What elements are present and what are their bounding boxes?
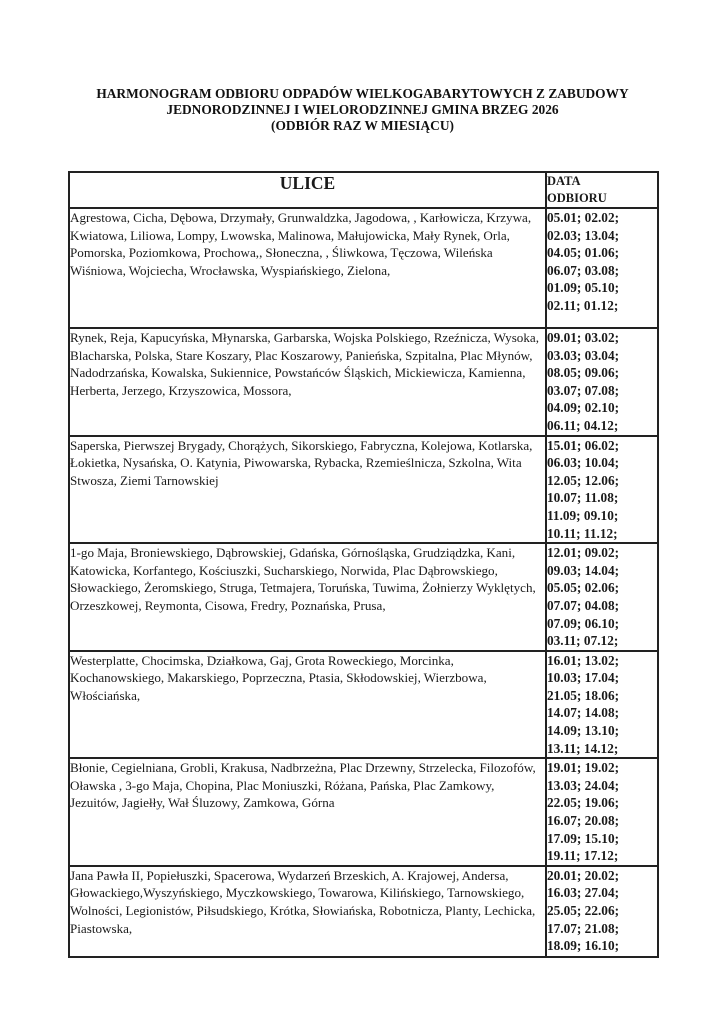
date-pair: 14.07; 14.08; [547, 705, 620, 721]
streets-cell: Błonie, Cegielniana, Grobli, Krakusa, Nadbrzeżna, Plac Drzewny, Strzelecka, Filozofów, Oławska , 3-go Maja, Chopina, Plac Moniuszki, Różana, Pańska, Plac Zamkowy, Jezuitów, Jagiełły, Wał Śluzowy, Zamkowa, Górna [69, 758, 546, 866]
streets-cell: Westerplatte, Chocimska, Działkowa, Gaj, Grota Roweckiego, Morcinka, Kochanowskiego, Makarskiego, Poprzeczna, Ptasia, Skłodowskiej, Wierzbowa, Włościańska, [69, 651, 546, 759]
date-pair: 13.03; 24.04; [547, 777, 620, 793]
table-row [69, 208, 658, 328]
title-line-1: HARMONOGRAM ODBIORU ODPADÓW WIELKOGABARYTOWYCH Z ZABUDOWY [96, 86, 629, 101]
date-pair: 12.05; 12.06; [547, 472, 620, 488]
header-date-line-2: ODBIORU [547, 191, 607, 205]
date-pair: 02.03; 13.04; [547, 227, 620, 243]
streets-cell: Jana Pawła II, Popiełuszki, Spacerowa, Wydarzeń Brzeskich, A. Krajowej, Andersa, Głowackiego,Wyszyńskiego, Myczkowskiego, Towarowa, Kilińskiego, Tarnowskiego, Wolności, Legionistów, Piłsudskiego, Krótka, Słowiańska, Robotnicza, Planty, Lechicka, Piastowska, [69, 866, 546, 957]
date-pair: 16.07; 20.08; [547, 813, 620, 829]
streets-cell: Rynek, Reja, Kapucyńska, Młynarska, Garbarska, Wojska Polskiego, Rzeźnicza, Wysoka, Blacharska, Polska, Stare Koszary, Plac Koszarowy, Panieńska, Szpitalna, Plac Młynów, Nadodrzańska, Kowalska, Sukiennice, Powstańców Śląskich, Mickiewicza, Kamienna, Herberta, Jerzego, Krzyszowica, Mossora, [69, 328, 546, 436]
date-pair: 17.09; 15.10; [547, 830, 620, 846]
date-pair: 25.05; 22.06; [547, 903, 620, 918]
header-date-line-1: DATA [547, 174, 581, 188]
header-pickup-date [546, 172, 658, 208]
table-row [69, 758, 658, 866]
dates-cell [546, 436, 658, 544]
table-header-row [69, 172, 658, 208]
table-row [69, 436, 658, 544]
date-pair: 19.01; 19.02; [547, 760, 620, 776]
dates-cell [546, 758, 658, 866]
header-streets: ULICE [69, 172, 546, 208]
title-line-2: JEDNORODZINNEJ I WIELORODZINNEJ GMINA BRZEG 2026 [166, 102, 559, 117]
date-pair: 06.07; 03.08; [547, 262, 620, 278]
date-pair: 11.09; 09.10; [547, 507, 619, 523]
streets-cell: 1-go Maja, Broniewskiego, Dąbrowskiej, Gdańska, Górnośląska, Grudziądzka, Kani, Katowicka, Korfantego, Kościuszki, Sucharskiego, Norwida, Plac Dąbrowskiego, Słowackiego, Żeromskiego, Struga, Tetmajera, Toruńska, Tuwima, Żołnierzy Wyklętych, Orzeszkowej, Reymonta, Cisowa, Fredry, Poznańska, Prusa, [69, 543, 546, 651]
date-pair: 07.07; 04.08; [547, 597, 620, 613]
date-pair: 12.01; 09.02; [547, 545, 620, 561]
date-pair: 10.11; 11.12; [547, 525, 618, 541]
dates-cell [546, 208, 658, 328]
date-pair: 01.09; 05.10; [547, 280, 620, 296]
date-pair: 09.01; 03.02; [547, 330, 620, 345]
date-pair: 16.01; 13.02; [547, 652, 620, 668]
date-pair: 17.07; 21.08; [547, 920, 620, 936]
streets-cell: Agrestowa, Cicha, Dębowa, Drzymały, Grunwaldzka, Jagodowa, , Karłowicza, Krzywa, Kwiatowa, Liliowa, Lompy, Lwowska, Malinowa, Małujowicka, Mały Rynek, Orla, Pomorska, Poziomkowa, Prochowa,, Słoneczna, , Śliwkowa, Tęczowa, Wileńska Wiśniowa, Wojciecha, Wrocławska, Wyspiańskiego, Zielona, [69, 208, 546, 328]
date-pair: 05.05; 02.06; [547, 580, 620, 596]
date-pair: 15.01; 06.02; [547, 437, 620, 453]
date-pair: 13.11; 14.12; [547, 740, 619, 756]
table-row [69, 328, 658, 436]
date-pair: 16.03; 27.04; [547, 885, 620, 901]
dates-cell [546, 866, 658, 957]
dates-cell [546, 651, 658, 759]
date-pair: 14.09; 13.10; [547, 723, 620, 739]
dates-cell [546, 543, 658, 651]
date-pair: 10.07; 11.08; [547, 490, 619, 506]
date-pair: 05.01; 02.02; [547, 210, 620, 225]
date-pair: 04.09; 02.10; [547, 400, 620, 416]
dates-cell [546, 328, 658, 436]
date-pair: 08.05; 09.06; [547, 365, 620, 381]
date-pair: 21.05; 18.06; [547, 687, 620, 703]
document-title [0, 86, 725, 134]
date-pair: 07.09; 06.10; [547, 615, 620, 631]
date-pair: 10.03; 17.04; [547, 670, 620, 686]
table-row [69, 543, 658, 651]
date-pair: 02.11; 01.12; [547, 297, 619, 313]
date-pair: 06.11; 04.12; [547, 417, 619, 433]
date-pair: 04.05; 01.06; [547, 245, 620, 261]
schedule-table [68, 171, 659, 958]
table-row [69, 866, 658, 957]
date-pair: 19.11; 17.12; [547, 848, 619, 864]
date-pair: 20.01; 20.02; [547, 867, 620, 883]
date-pair: 09.03; 14.04; [547, 562, 620, 578]
date-pair: 22.05; 19.06; [547, 795, 620, 811]
streets-cell: Saperska, Pierwszej Brygady, Chorążych, Sikorskiego, Fabryczna, Kolejowa, Kotlarska, Łokietka, Nysańska, O. Katynia, Piwowarska, Rybacka, Rzemieślnicza, Szkolna, Wita Stwosza, Ziemi Tarnowskiej [69, 436, 546, 544]
table-row [69, 651, 658, 759]
date-pair: 03.11; 07.12; [547, 633, 619, 649]
title-line-3: (ODBIÓR RAZ W MIESIĄCU) [271, 118, 454, 133]
date-pair: 18.09; 16.10; [547, 938, 620, 954]
date-pair: 03.07; 07.08; [547, 382, 620, 398]
date-pair: 06.03; 10.04; [547, 455, 620, 471]
date-pair: 03.03; 03.04; [547, 347, 620, 363]
